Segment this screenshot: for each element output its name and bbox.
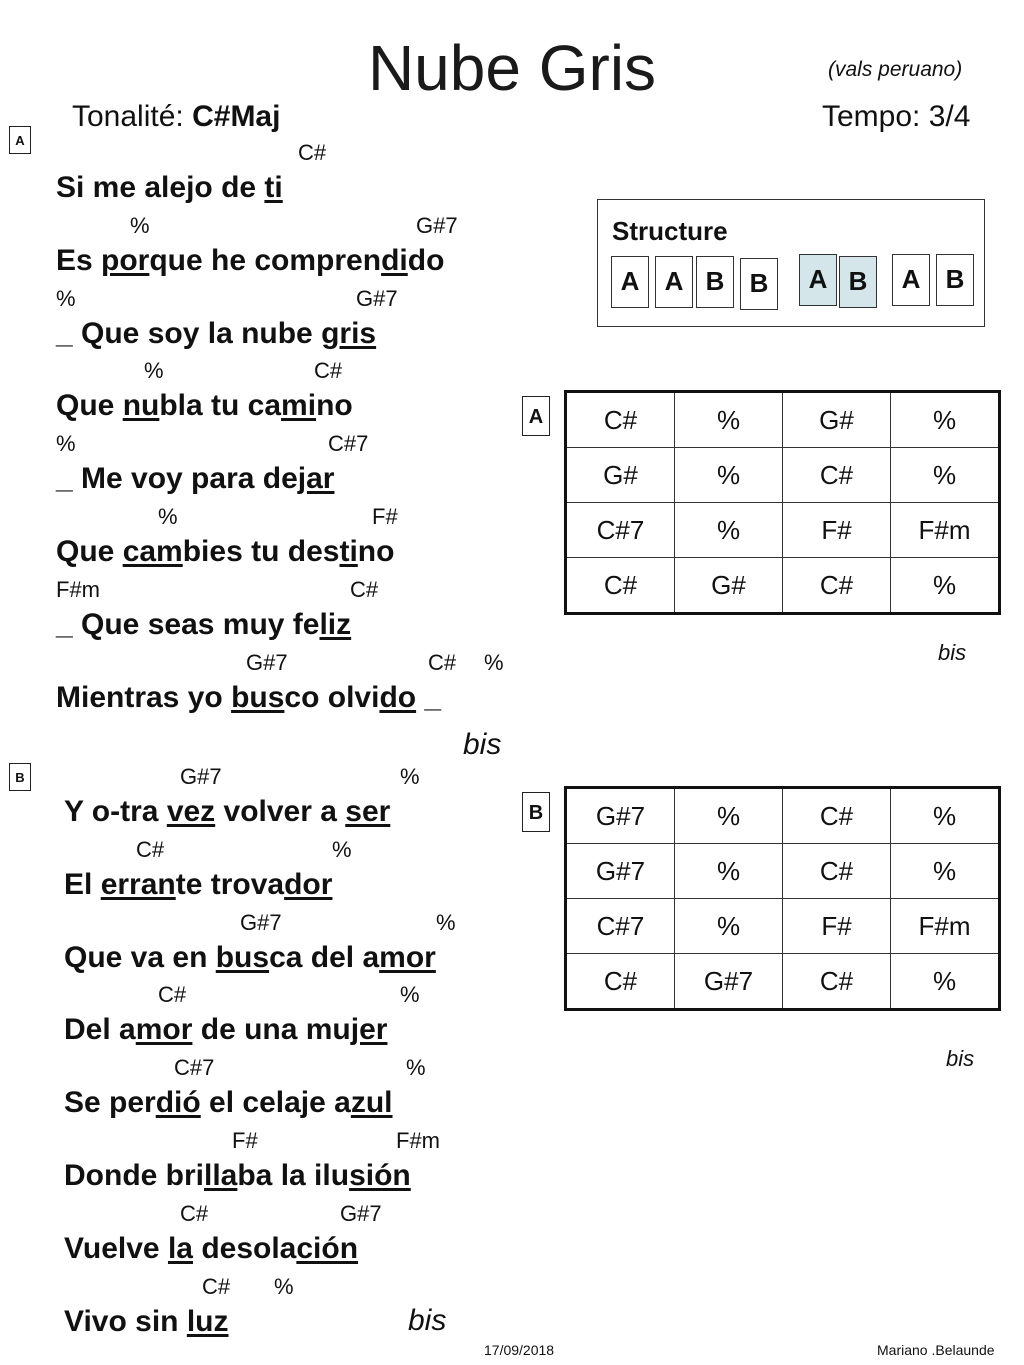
grid-row (566, 558, 1000, 614)
grid-cell: C# (783, 448, 891, 503)
lyric-segment: ti (264, 171, 283, 204)
grid-cell: G# (783, 392, 891, 448)
grid-cell: G# (566, 448, 675, 503)
section_b-chord: % (332, 836, 352, 862)
structure-box: A (655, 256, 693, 308)
section-b-bis: bis (408, 1304, 447, 1337)
lyric-segment: mi (281, 389, 317, 423)
lyric-segment: ba la ilu (237, 1159, 350, 1192)
grid-cell: % (891, 954, 1000, 1010)
grid-cell: C# (566, 558, 675, 614)
lyric-segment: Donde bri (64, 1159, 204, 1192)
grid-b-marker: B (522, 792, 550, 832)
lyric-segment: lla (204, 1159, 238, 1192)
tempo: Tempo: 3/4 (822, 100, 971, 133)
grid-cell: % (891, 788, 1000, 844)
lyric-segment: dor (284, 867, 333, 901)
section_b-chord: F# (232, 1128, 258, 1153)
section_b-chord: C# (158, 982, 187, 1008)
section_a-chord: % (56, 285, 76, 311)
grid-cell: C# (783, 558, 891, 614)
lyric-segment: El (64, 867, 101, 901)
lyric-segment: dió (155, 1086, 201, 1120)
lyric-segment: Vuelve (64, 1231, 168, 1265)
grid-cell: C#7 (566, 899, 675, 954)
grid-cell: % (675, 392, 783, 448)
grid-row (566, 788, 1000, 844)
section_a-lyric-line (56, 607, 351, 643)
lyric-segment: bies tu des (182, 535, 340, 568)
lyric-segment: Vivo sin (64, 1304, 187, 1338)
grid-row (566, 844, 1000, 899)
lyric-segment: mor (379, 940, 436, 974)
lyric-segment: cam (122, 535, 183, 568)
lyric-segment: Se per (64, 1086, 156, 1120)
structure-box: B (839, 256, 877, 308)
section_a-chord: G#7 (356, 285, 398, 311)
lyric-segment: Que (56, 535, 123, 568)
structure-box: A (611, 256, 649, 308)
lyric-segment: mor (135, 1013, 193, 1047)
section_b-chord: C# (136, 836, 165, 862)
section-a-bis: bis (463, 728, 502, 761)
lyric-segment: te trova (175, 867, 285, 901)
section_b-lyric-line (64, 794, 390, 830)
grid-cell: G#7 (566, 788, 675, 844)
lyric-segment: _ Que seas muy fe (56, 607, 320, 641)
section-b-marker: B (9, 763, 31, 791)
grid-row (566, 448, 1000, 503)
section_b-chord: F#m (396, 1128, 440, 1153)
lyric-segment: sión (349, 1159, 411, 1192)
grid-cell: % (675, 788, 783, 844)
grid-row (566, 899, 1000, 954)
grid-cell: % (675, 503, 783, 558)
tonality-value: C#Maj (192, 100, 281, 133)
section_a-chord: C# (350, 576, 379, 602)
section_b-lyric-line (64, 1231, 358, 1267)
lyric-segment: erran (100, 867, 176, 901)
section_a-chord: % (56, 431, 76, 457)
grid-cell: % (891, 558, 1000, 614)
lyric-segment: desola (192, 1231, 297, 1265)
lyric-segment: ca del a (269, 940, 380, 974)
section_a-chord: F# (372, 504, 398, 529)
grid-cell: G# (675, 558, 783, 614)
lyric-segment: nu (122, 389, 160, 423)
grid-cell: G#7 (675, 954, 783, 1010)
lyric-segment: no (357, 535, 395, 568)
lyric-segment: di (381, 243, 408, 277)
grid-cell: C# (783, 844, 891, 899)
grid-cell: F# (783, 899, 891, 954)
section_a-lyric-line (56, 388, 353, 424)
subtitle: (vals peruano) (828, 58, 963, 81)
section_b-lyric-line (64, 1304, 229, 1340)
section_a-chord: % (158, 504, 178, 529)
lyric-segment: no (316, 389, 353, 423)
lyric-segment: bla tu ca (159, 389, 282, 423)
lyric-segment: que he compren (149, 243, 382, 277)
lyric-segment: Si me alejo de (56, 171, 265, 204)
lyric-segment: Mientras yo (56, 680, 232, 714)
grid-cell: C# (566, 392, 675, 448)
lyric-segment: do (379, 680, 417, 714)
lyric-segment: volver a (215, 795, 346, 828)
section_a-lyric-line (56, 243, 444, 279)
structure-panel (597, 199, 985, 327)
section_a-lyric-line (56, 534, 394, 570)
grid-cell: % (675, 899, 783, 954)
section_a-chord: G#7 (416, 212, 458, 238)
footer-author: Mariano .Belaunde (877, 1342, 995, 1358)
grid-cell: C# (566, 954, 675, 1010)
lyric-segment: Y o-tra (64, 795, 167, 828)
lyric-segment: gris (321, 316, 377, 350)
lyric-segment: ti (339, 535, 358, 568)
chord-grid-a (564, 390, 1001, 615)
section_a-chord: C# (428, 649, 457, 675)
section_b-chord: % (274, 1273, 294, 1299)
lyric-segment: ser (345, 795, 391, 828)
structure-label: Structure (612, 216, 728, 246)
lyric-segment: Que va en (64, 940, 216, 974)
section_a-lyric-line (56, 316, 376, 352)
lyric-segment: jar (297, 462, 335, 496)
grid-cell: % (891, 448, 1000, 503)
section_b-chord: G#7 (180, 764, 222, 789)
grid-cell: F#m (891, 503, 1000, 558)
page-title: Nube Gris (367, 32, 657, 104)
section_a-lyric-line (56, 680, 441, 716)
lyric-segment: _ Me voy para de (56, 462, 298, 496)
grid-row (566, 954, 1000, 1010)
section_a-chord: C#7 (328, 431, 369, 457)
section_b-lyric-line (64, 940, 436, 976)
lyric-segment: el celaje a (200, 1086, 351, 1120)
chord-grid-b (564, 786, 1001, 1011)
lyric-segment: de una mu (192, 1013, 351, 1047)
grid-row (566, 503, 1000, 558)
lyric-segment: jer (350, 1013, 388, 1047)
section_b-lyric-line (64, 1085, 393, 1121)
section_b-chord: % (400, 982, 420, 1008)
grid-row (566, 392, 1000, 448)
lyric-segment: luz (186, 1304, 229, 1338)
lyric-segment: bus (231, 680, 285, 714)
section_b-lyric-line (64, 1158, 411, 1194)
lyric-segment: co olvi (284, 680, 380, 714)
section_b-chord: % (406, 1055, 426, 1081)
grid-b-bis: bis (946, 1046, 975, 1071)
lyric-segment: Del a (64, 1013, 136, 1047)
section_a-chord: % (130, 212, 150, 238)
section_b-lyric-line (64, 1012, 387, 1048)
section_a-chord: % (484, 649, 504, 675)
lyric-segment: por (101, 243, 150, 277)
grid-cell: C# (783, 788, 891, 844)
structure-box: B (740, 258, 778, 310)
lyric-segment: ción (296, 1231, 359, 1265)
lyric-segment: la (167, 1231, 193, 1265)
lyric-segment: zul (350, 1086, 393, 1120)
grid-cell: C# (783, 954, 891, 1010)
section_a-chord: F#m (56, 576, 100, 602)
section_a-chord: C# (314, 358, 343, 384)
section_b-chord: % (436, 909, 456, 935)
grid-cell: G#7 (566, 844, 675, 899)
section_b-chord: C# (202, 1273, 231, 1299)
section_b-chord: G#7 (240, 909, 282, 935)
lyric-segment: Es (56, 243, 102, 277)
grid-cell: C#7 (566, 503, 675, 558)
grid-cell: % (675, 448, 783, 503)
tonality-label: Tonalité: (72, 100, 184, 133)
structure-box: A (892, 254, 930, 306)
section_a-chord: % (144, 358, 164, 384)
lyric-segment: liz (319, 607, 352, 641)
tonality (72, 100, 280, 134)
grid-a-bis: bis (938, 640, 967, 665)
lyric-segment: bus (215, 940, 270, 974)
section_a-lyric-line (56, 170, 283, 206)
grid-cell: % (675, 844, 783, 899)
grid-cell: % (891, 844, 1000, 899)
grid-cell: F#m (891, 899, 1000, 954)
section_a-lyric-line (56, 461, 334, 497)
grid-cell: F# (783, 503, 891, 558)
grid-a-marker: A (522, 396, 550, 436)
lyric-segment: vez (166, 795, 216, 828)
footer-date: 17/09/2018 (484, 1342, 555, 1358)
section_b-chord: % (400, 764, 420, 789)
grid-cell: % (891, 392, 1000, 448)
section_b-chord: C# (180, 1200, 209, 1226)
structure-box: B (696, 256, 734, 308)
section_a-chord: C# (298, 140, 327, 165)
section_a-chord: G#7 (246, 649, 288, 675)
section_b-chord: C#7 (174, 1055, 215, 1081)
lyric-segment: _ (416, 680, 442, 714)
structure-box: B (936, 254, 974, 306)
structure-box: A (799, 254, 837, 306)
section_b-lyric-line (64, 867, 332, 903)
section-a-marker: A (9, 126, 31, 154)
section_b-chord: G#7 (340, 1200, 382, 1226)
lyric-segment: _ Que soy la nube (56, 316, 322, 350)
lyric-segment: Que (56, 389, 123, 423)
lyric-segment: do (407, 243, 445, 277)
